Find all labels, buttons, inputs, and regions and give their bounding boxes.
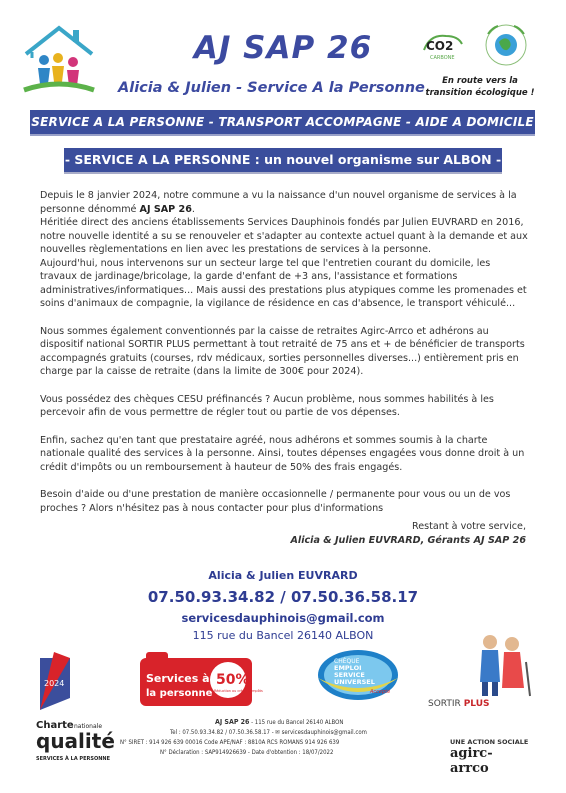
svg-text:nationale: nationale [74,723,103,730]
paragraph-charte: Enfin, sachez qu'en tant que prestataire agréé, nous adhérons et sommes soumis à la charte nationale qualité des services à la personne. Ainsi, toutes dépenses engagées vous donne droit à un crédit d'impôts ou un remboursement à hauteur de 50% des frais engagés. [40,434,525,473]
svg-text:CO2: CO2 [426,39,454,53]
footer-siret-line: N° SIRET : 914 926 639 00016 Code APE/NAF : 8810A RCS ROMANS 914 926 639 [120,739,340,746]
company-subtitle: Alicia & Julien - Service A la Personne [118,80,425,96]
svg-text:Accepté: Accepté [370,689,391,695]
contact-name: Alicia & Julien EUVRARD [208,569,358,582]
svg-text:50%: 50% [216,672,250,688]
co2-reduction-logo [420,30,466,62]
contact-address: 115 rue du Bancel 26140 ALBON [192,629,374,642]
footer-contact-line: Tel : 07.50.93.34.82 / 07.50.36.58.17 - ✉ servicesdauphinois@gmail.com [170,729,367,736]
elderly-couple-illustration [460,632,540,698]
contact-email[interactable]: servicesdauphinois@gmail.com [181,611,385,625]
paragraph-agirc: Nous sommes également conventionnés par la caisse de retraites Agirc-Arrco et adhérons au dispositif national SORTIR PLUS permettant à tout retraité de 75 ans et + de bénéficier de transports accompagnés gratuits (courses, rdv médicaux, sorties personnelles diverses...) entièrement pris en charge par la caisse de retraite (dans la limite de 300€ pour 2024). [40,325,525,377]
svg-text:qualité: qualité [36,729,115,753]
signature-block [290,520,526,548]
eco-globe-logo [478,20,534,70]
signature-greeting: Restant à votre service, [411,521,526,532]
article-body [40,189,530,529]
charte-qualite-logo [32,650,115,768]
svg-text:SERVICES À LA PERSONNE: SERVICES À LA PERSONNE [36,756,110,762]
company-name-inline: AJ SAP 26 [139,203,192,215]
paragraph-intro: Depuis le 8 janvier 2024, notre commune a vu la naissance d'un nouvel organisme de services à la personne dénommé AJ SAP 26. Héritiée direct des anciens établissements Services Dauphinois fondés par Julien EUVRARD en 2016, notre nouvelle identité a su se renouveler et s'adapter au contexte actuel quant à la demande et aux nouvelles règlementations en lien avec les prestations de services à la personne. Aujourd'hui, nous intervenons sur un secteur large tel que l'entretien courant du domicile, les travaux de jardinage/bricolage, la garde d'enfant de +3 ans, l'assistance et formations administratives/informatiques... Mais aussi des prestations plus atypiques comme les promenades et soins d'animaux de compagnie, la vigilance de résidence en cas d'absence, le transport véhiculé... [40,190,528,309]
footer-legal [120,717,450,758]
article-headline: - SERVICE A LA PERSONNE : un nouvel organisme sur ALBON - [64,148,502,174]
svg-text:la personne: la personne [146,688,213,699]
svg-text:CARBONE: CARBONE [430,55,455,61]
footer-declaration-line: N° Déclaration : SAP914926639 - Date d'obtention : 18/07/2022 [160,749,334,756]
footer-address-line: AJ SAP 26 - 115 rue du Bancel 26140 ALBON [215,718,344,726]
svg-text:UNIVERSEL: UNIVERSEL [334,678,375,686]
eco-transition-tagline: En route vers la transition écologique ! [425,76,535,98]
sortir-plus-logo: SORTIR PLUS [428,699,490,709]
paragraph-contact: Besoin d'aide ou d'une prestation de manière occasionnelle / permanente pour vous ou un de vos proches ? Alors n'hésitez pas à nous contacter pour plus d'informations [40,489,511,514]
cesu-logo [316,648,400,702]
svg-text:2024: 2024 [44,679,65,688]
svg-text:Services à: Services à [146,672,210,685]
svg-text:CHÈQUE: CHÈQUE [334,658,360,665]
services-banner: SERVICE A LA PERSONNE - TRANSPORT ACCOMPAGNE - AIDE A DOMICILE [30,110,535,136]
svg-text:Réduction ou crédit d'impôts: Réduction ou crédit d'impôts [214,689,263,693]
svg-text:EMPLOI: EMPLOI [334,664,362,672]
svg-text:Charte: Charte [36,720,74,731]
contact-phone[interactable]: 07.50.93.34.82 / 07.50.36.58.17 [147,588,419,606]
paragraph-cesu: Vous possédez des chèques CESU préfinancés ? Aucun problème, nous sommes habilités à les percevoir afin de vous permettre de régler tout ou partie de vos dépenses. [40,393,494,418]
agirc-arrco-logo: UNE ACTION SOCIALE agirc-arrco [450,738,529,776]
svg-text:SERVICE: SERVICE [334,671,365,679]
services-a-la-personne-logo [138,650,263,712]
signature-names: Alicia & Julien EUVRARD, Gérants AJ SAP 26 [290,535,526,546]
company-title: AJ SAP 26 [193,30,373,66]
